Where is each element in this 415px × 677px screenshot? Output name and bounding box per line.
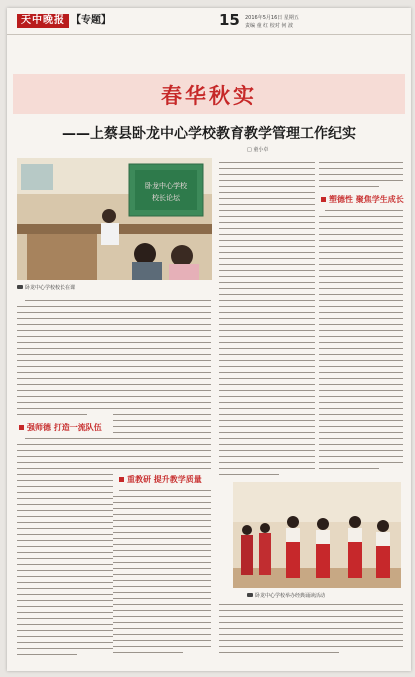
photo1-caption [17, 284, 75, 291]
section-tag: 【专题】 [71, 15, 111, 26]
classroom-photo [17, 158, 212, 280]
classroom-photo-image [17, 158, 212, 280]
svg-text:校长论坛: 校长论坛 [152, 194, 180, 202]
subhead-teacher-ethics-text: 强师德 打造一流队伍 [27, 423, 102, 432]
photo2-caption [247, 592, 325, 599]
paper-logo: 天中晚报 [17, 14, 69, 28]
editor-line: 责编 童 红 校对 何 波 [245, 23, 293, 29]
square-bullet-icon [19, 425, 24, 430]
subhead-teaching-research [119, 474, 202, 485]
masthead [7, 8, 411, 35]
recitation-photo-image [233, 482, 401, 588]
subhead-teaching-research-text: 重教研 提升教学质量 [127, 475, 202, 484]
date-line: 2016年5月16日 星期五 [245, 15, 299, 21]
subhead-teacher-ethics [19, 422, 102, 433]
camera-icon [17, 285, 23, 289]
sub-headline: ——上蔡县卧龙中心学校教育教学管理工作纪实 [62, 126, 356, 142]
newspaper-page [7, 8, 411, 671]
main-headline: 春华秋实 [161, 84, 257, 108]
subhead-student-growth-text: 塑德性 聚焦学生成长 [329, 195, 404, 204]
page-number: 15 [219, 11, 240, 29]
camera-icon [247, 593, 253, 597]
photo1-caption-text: 卧龙中心学校校长在课 [25, 285, 76, 291]
square-bullet-icon [119, 477, 124, 482]
byline: □ 童小卓 [247, 147, 269, 153]
subhead-student-growth [321, 194, 404, 205]
sign-text: 卧龙中心学校 [145, 182, 187, 190]
photo2-caption-text: 卧龙中心学校举办经典诵读活动 [255, 593, 326, 599]
square-bullet-icon [321, 197, 326, 202]
recitation-photo [233, 482, 401, 588]
